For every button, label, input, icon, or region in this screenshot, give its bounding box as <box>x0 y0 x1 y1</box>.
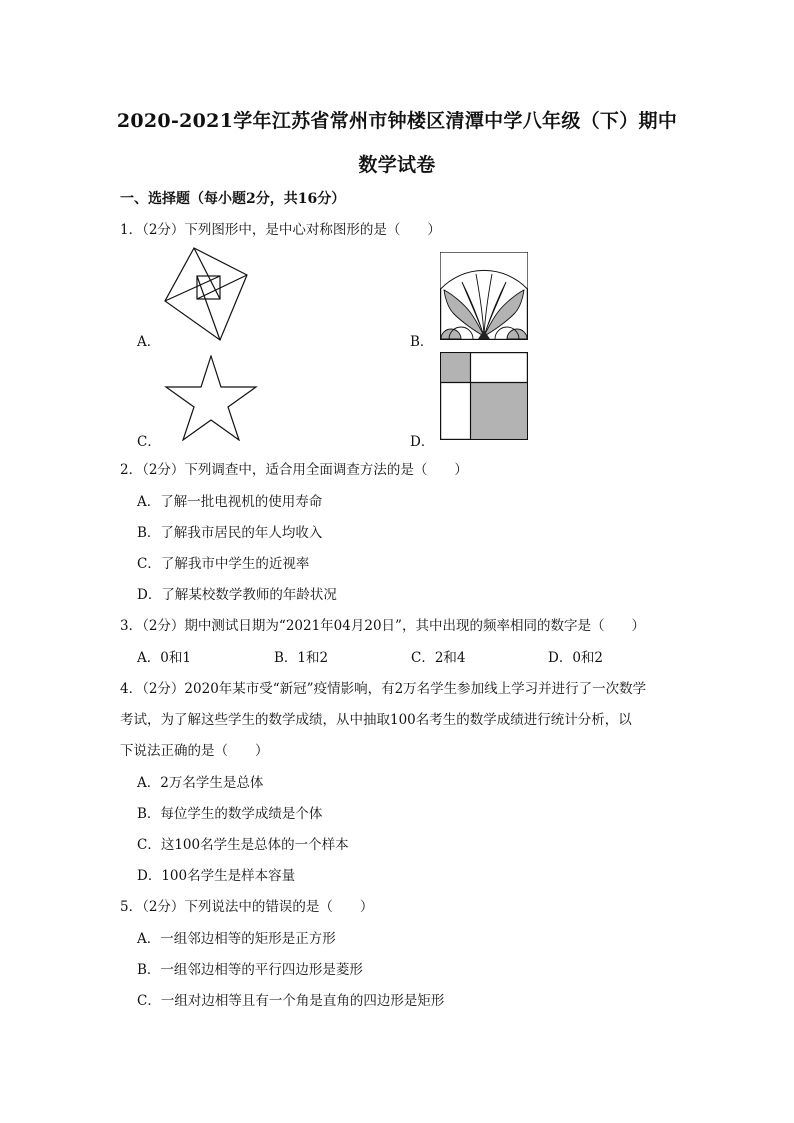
q1-figure-a-pinwheel <box>164 247 248 341</box>
q1-figure-c-star <box>164 355 258 441</box>
question-4-line-2: 考试，为了解这些学生的数学成绩，从中抽取100名考生的数学成绩进行统计分析，以 <box>120 712 632 728</box>
q1-option-c-label: C． <box>137 434 161 450</box>
q5-option-a: A．一组邻边相等的矩形是正方形 <box>137 931 336 947</box>
q5-option-b: B．一组邻边相等的平行四边形是菱形 <box>137 962 363 978</box>
q2-option-a: A．了解一批电视机的使用寿命 <box>137 494 323 510</box>
q3-options-row <box>137 646 697 666</box>
q5-option-c: C．一组对边相等且有一个角是直角的四边形是矩形 <box>137 993 445 1009</box>
section-heading: 一、选择题（每小题2分，共16分） <box>120 191 346 207</box>
q1-option-b-label: B． <box>410 334 434 350</box>
question-2: 2．（2分）下列调查中，适合用全面调查方法的是（ ） <box>120 462 468 478</box>
q2-option-c: C．了解我市中学生的近视率 <box>137 556 310 572</box>
question-4-line-3: 下说法正确的是（ ） <box>120 743 269 759</box>
q3-option-d: D．0和2 <box>548 650 604 666</box>
q2-option-d: D．了解某校数学教师的年龄状况 <box>137 587 337 603</box>
q1-figure-b-fountain <box>440 252 528 340</box>
q3-option-b: B．1和2 <box>274 650 329 666</box>
q2-option-b: B．了解我市居民的年人均收入 <box>137 525 323 541</box>
page-subtitle: 数学试卷 <box>358 154 436 176</box>
question-1: 1．（2分）下列图形中，是中心对称图形的是（ ） <box>120 222 441 238</box>
question-4-line-1: 4．（2分）2020年某市受“新冠”疫情影响，有2万名学生参加线上学习并进行了一次数学 <box>120 681 647 697</box>
q4-option-c: C．这100名学生是总体的一个样本 <box>137 837 349 853</box>
question-5: 5．（2分）下列说法中的错误的是（ ） <box>120 899 374 915</box>
q3-option-a: A．0和1 <box>137 650 191 666</box>
q4-option-d: D．100名学生是样本容量 <box>137 868 296 884</box>
q1-figure-d-squares <box>440 352 528 440</box>
page-title: 2020-2021学年江苏省常州市钟楼区清潭中学八年级（下）期中 <box>116 110 678 132</box>
q1-option-a-label: A． <box>137 334 161 350</box>
q4-option-b: B．每位学生的数学成绩是个体 <box>137 806 323 822</box>
q4-option-a: A．2万名学生是总体 <box>137 775 264 791</box>
question-3: 3．（2分）期中测试日期为“2021年04月20日”，其中出现的频率相同的数字是（ ） <box>120 618 645 634</box>
q1-option-d-label: D． <box>410 434 435 450</box>
q3-option-c: C．2和4 <box>411 650 466 666</box>
